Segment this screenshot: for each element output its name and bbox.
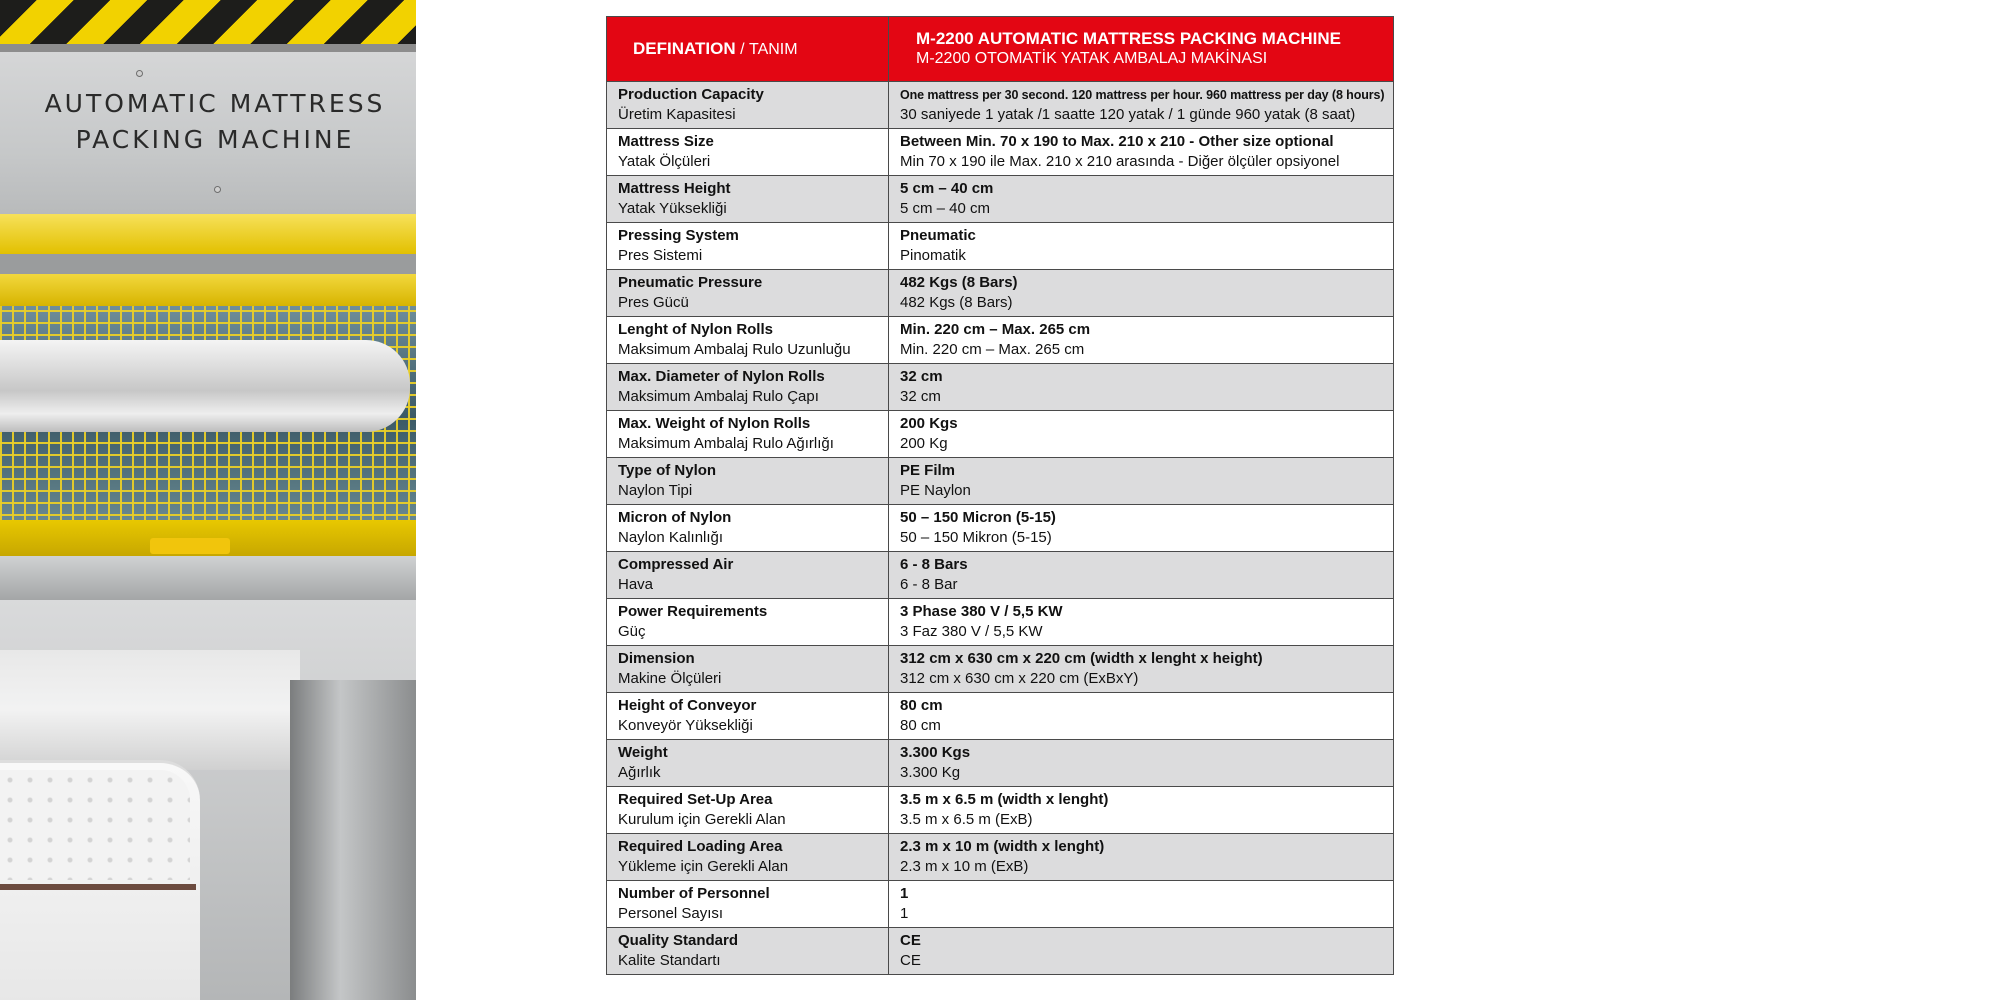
spec-label-tr: Güç [618, 623, 646, 640]
spec-label-tr: Yatak Yüksekliği [618, 200, 727, 217]
machine-photo [0, 0, 416, 1000]
spec-label-tr: Naylon Kalınlığı [618, 529, 724, 546]
spec-label-tr: Maksimum Ambalaj Rulo Uzunluğu [618, 341, 851, 358]
spec-label-tr: Kalite Standartı [618, 952, 721, 969]
spec-value-cell [889, 129, 1394, 176]
spec-label-tr: Üretim Kapasitesi [618, 106, 736, 123]
spec-label-en: Height of Conveyor [618, 697, 757, 714]
spec-value-en: Min. 220 cm – Max. 265 cm [900, 321, 1091, 338]
spec-value-tr: Min. 220 cm – Max. 265 cm [900, 341, 1085, 358]
spec-value-cell [889, 223, 1394, 270]
spec-value-en: 482 Kgs (8 Bars) [900, 274, 1018, 291]
spec-value-tr: 200 Kg [900, 435, 948, 452]
spec-value-cell [889, 928, 1394, 975]
spec-value-cell [889, 411, 1394, 458]
spec-label-tr: Maksimum Ambalaj Rulo Çapı [618, 388, 819, 405]
table-row [607, 505, 1394, 552]
spec-label-cell [607, 834, 889, 881]
spec-label-tr: Hava [618, 576, 654, 593]
spec-label-cell [607, 270, 889, 317]
spec-value-tr: 3 Faz 380 V / 5,5 KW [900, 623, 1043, 640]
spec-value-en: PE Film [900, 462, 956, 479]
bolt-icon [136, 70, 143, 77]
spec-value-tr: 3.5 m x 6.5 m (ExB) [900, 811, 1033, 828]
spec-label-cell [607, 176, 889, 223]
spec-value-en: 6 - 8 Bars [900, 556, 968, 573]
spec-label-cell [607, 411, 889, 458]
table-row [607, 834, 1394, 881]
spec-label-cell [607, 787, 889, 834]
header-definition-cell [607, 17, 889, 82]
spec-value-tr: 32 cm [900, 388, 941, 405]
table-row [607, 317, 1394, 364]
spec-label-cell [607, 552, 889, 599]
spec-value-cell [889, 317, 1394, 364]
spec-label-en: Production Capacity [618, 86, 764, 103]
spec-label-tr: Maksimum Ambalaj Rulo Ağırlığı [618, 435, 834, 452]
spec-value-en: 1 [900, 885, 909, 902]
header-separator: / [740, 41, 745, 58]
spec-value-cell [889, 552, 1394, 599]
table-row [607, 599, 1394, 646]
spec-label-cell [607, 599, 889, 646]
spec-value-cell [889, 646, 1394, 693]
spec-value-tr: 1 [900, 905, 909, 922]
table-row [607, 787, 1394, 834]
table-row [607, 881, 1394, 928]
plate-label-line-2: PACKING MACHINE [75, 125, 355, 154]
spec-label-en: Required Set-Up Area [618, 791, 773, 808]
spec-label-en: Type of Nylon [618, 462, 717, 479]
spec-label-en: Weight [618, 744, 668, 761]
spec-value-tr: 80 cm [900, 717, 941, 734]
table-row [607, 176, 1394, 223]
spec-value-tr: CE [900, 952, 921, 969]
table-row [607, 928, 1394, 975]
spec-label-en: Lenght of Nylon Rolls [618, 321, 773, 338]
spec-value-en: Pneumatic [900, 227, 976, 244]
spec-value-en: 32 cm [900, 368, 943, 385]
header-definition-en: DEFINATION [633, 39, 736, 58]
spec-label-en: Power Requirements [618, 603, 768, 620]
table-body [607, 82, 1394, 975]
table-row [607, 223, 1394, 270]
spec-value-en: Between Min. 70 x 190 to Max. 210 x 210 - Other size optional [900, 133, 1334, 150]
spec-value-cell [889, 693, 1394, 740]
spec-value-en: One mattress per 30 second. 120 mattress per hour. 960 mattress per day (8 hours) [900, 88, 1385, 102]
spec-label-cell [607, 646, 889, 693]
spec-label-cell [607, 928, 889, 975]
spec-value-cell [889, 834, 1394, 881]
spec-label-en: Max. Weight of Nylon Rolls [618, 415, 811, 432]
spec-label-cell [607, 458, 889, 505]
spec-label-tr: Pres Sistemi [618, 247, 703, 264]
plate-label-line-1: AUTOMATIC MATTRESS [44, 89, 386, 118]
spec-value-cell [889, 82, 1394, 129]
spec-label-en: Dimension [618, 650, 695, 667]
spec-value-tr: 3.300 Kg [900, 764, 961, 781]
spec-value-tr: 6 - 8 Bar [900, 576, 958, 593]
spec-label-cell [607, 693, 889, 740]
spec-value-cell [889, 364, 1394, 411]
header-product-en: M-2200 AUTOMATIC MATTRESS PACKING MACHINE [916, 29, 1342, 48]
spec-value-cell [889, 881, 1394, 928]
header-product-tr: M-2200 OTOMATİK YATAK AMBALAJ MAKİNASI [916, 50, 1268, 67]
spec-value-en: 200 Kgs [900, 415, 958, 432]
spec-label-tr: Kurulum için Gerekli Alan [618, 811, 786, 828]
spec-label-en: Quality Standard [618, 932, 739, 949]
spec-label-en: Micron of Nylon [618, 509, 732, 526]
table-row [607, 364, 1394, 411]
spec-value-tr: PE Naylon [900, 482, 971, 499]
spec-label-tr: Personel Sayısı [618, 905, 724, 922]
spec-label-en: Max. Diameter of Nylon Rolls [618, 368, 825, 385]
spec-value-tr: 50 – 150 Mikron (5-15) [900, 529, 1052, 546]
spec-value-tr: 312 cm x 630 cm x 220 cm (ExBxY) [900, 670, 1139, 687]
spec-value-cell [889, 599, 1394, 646]
spec-label-en: Required Loading Area [618, 838, 783, 855]
table-row [607, 693, 1394, 740]
spec-value-tr: Pinomatik [900, 247, 966, 264]
spec-value-cell [889, 458, 1394, 505]
spec-value-en: 5 cm – 40 cm [900, 180, 994, 197]
spec-label-tr: Konveyör Yüksekliği [618, 717, 753, 734]
table-row [607, 270, 1394, 317]
spec-value-en: 3.5 m x 6.5 m (width x lenght) [900, 791, 1109, 808]
header-product-cell [889, 17, 1394, 82]
table-row [607, 552, 1394, 599]
spec-label-tr: Yükleme için Gerekli Alan [618, 858, 789, 875]
spec-value-en: 312 cm x 630 cm x 220 cm (width x lenght x height) [900, 650, 1263, 667]
spec-value-cell [889, 740, 1394, 787]
spec-label-tr: Naylon Tipi [618, 482, 693, 499]
spec-value-cell [889, 176, 1394, 223]
spec-label-tr: Makine Ölçüleri [618, 670, 722, 687]
spec-label-tr: Ağırlık [618, 764, 661, 781]
spec-value-cell [889, 270, 1394, 317]
spec-value-tr: Min 70 x 190 ile Max. 210 x 210 arasında - Diğer ölçüler opsiyonel [900, 153, 1340, 170]
spec-value-cell [889, 787, 1394, 834]
table-row [607, 646, 1394, 693]
spec-label-cell [607, 740, 889, 787]
spec-label-tr: Yatak Ölçüleri [618, 153, 711, 170]
spec-label-tr: Pres Gücü [618, 294, 689, 311]
spec-value-en: 2.3 m x 10 m (width x lenght) [900, 838, 1105, 855]
spec-value-en: CE [900, 932, 921, 949]
spec-label-cell [607, 317, 889, 364]
machine-plate-label [20, 86, 410, 158]
nylon-roll [0, 340, 410, 432]
table-header-row [607, 17, 1394, 82]
spec-value-tr: 2.3 m x 10 m (ExB) [900, 858, 1029, 875]
spec-label-en: Pressing System [618, 227, 739, 244]
spec-label-en: Mattress Size [618, 133, 714, 150]
header-definition-tr: TANIM [748, 41, 798, 58]
spec-value-tr: 30 saniyede 1 yatak /1 saatte 120 yatak / 1 günde 960 yatak (8 saat) [900, 106, 1356, 123]
hazard-stripes [0, 0, 416, 44]
spec-value-en: 50 – 150 Micron (5-15) [900, 509, 1056, 526]
plastic-film [0, 650, 300, 770]
spec-label-cell [607, 129, 889, 176]
specification-table [606, 16, 1394, 975]
spec-value-en: 3 Phase 380 V / 5,5 KW [900, 603, 1063, 620]
spec-value-cell [889, 505, 1394, 552]
table-row [607, 82, 1394, 129]
spec-label-en: Pneumatic Pressure [618, 274, 763, 291]
table-row [607, 411, 1394, 458]
spec-value-tr: 5 cm – 40 cm [900, 200, 991, 217]
spec-label-en: Compressed Air [618, 556, 734, 573]
spec-label-cell [607, 223, 889, 270]
spec-label-cell [607, 82, 889, 129]
table-row [607, 458, 1394, 505]
bolt-icon [214, 186, 221, 193]
spec-value-en: 3.300 Kgs [900, 744, 971, 761]
spec-value-tr: 482 Kgs (8 Bars) [900, 294, 1013, 311]
table-row [607, 129, 1394, 176]
spec-label-en: Number of Personnel [618, 885, 770, 902]
table-row [607, 740, 1394, 787]
spec-value-en: 80 cm [900, 697, 943, 714]
spec-label-en: Mattress Height [618, 180, 731, 197]
spec-label-cell [607, 881, 889, 928]
spec-label-cell [607, 364, 889, 411]
spec-label-cell [607, 505, 889, 552]
